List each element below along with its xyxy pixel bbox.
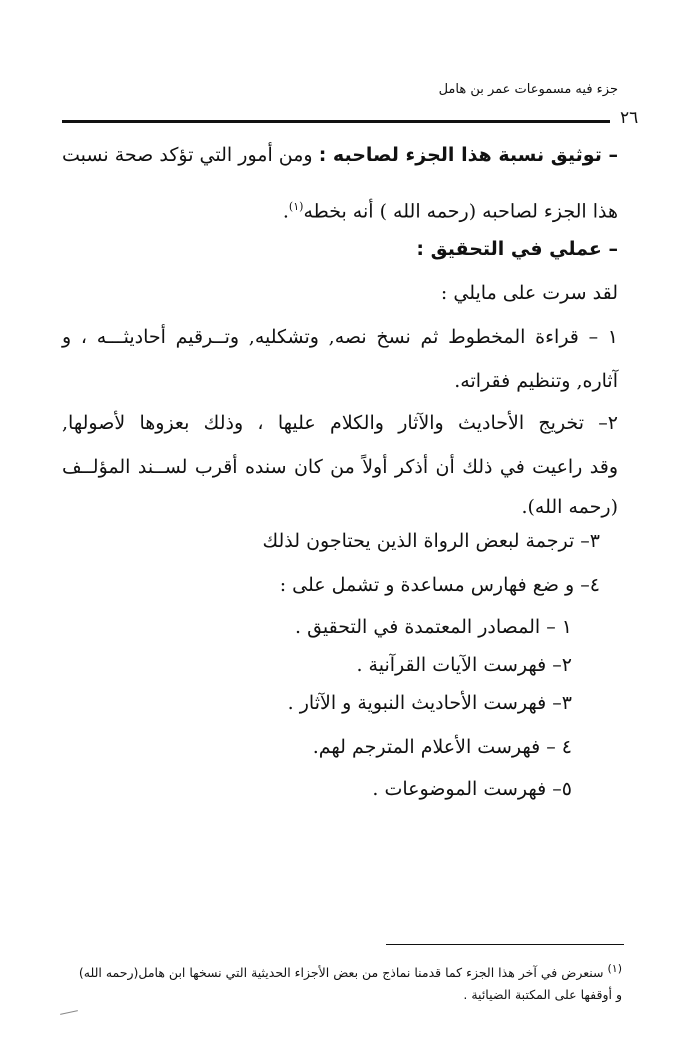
sub-list-item-1: ١ – المصادر المعتمدة في التحقيق . xyxy=(295,616,572,638)
sub-list-item-2: ٢– فهرست الآيات القرآنية . xyxy=(356,654,572,676)
paragraph-text: هذا الجزء لصاحبه (رحمه الله ) أنه بخطه xyxy=(303,200,618,223)
header-rule xyxy=(62,120,610,123)
sub-list-item-3: ٣– فهرست الأحاديث النبوية و الآثار . xyxy=(287,692,572,714)
list-item-4: ٤– و ضع فهارس مساعدة و تشمل على : xyxy=(279,574,600,596)
intro-line: لقد سرت على مايلي : xyxy=(440,282,618,304)
list-item-3: ٣– ترجمة لبعض الرواة الذين يحتاجون لذلك xyxy=(262,530,600,552)
running-header: جزء فيه مسموعات عمر بن هامل xyxy=(438,82,618,97)
list-item-2-line-1: ٢– تخريج الأحاديث والآثار والكلام عليها ، وذلك بعزوها لأصولها, xyxy=(62,412,618,434)
paragraph-text: ومن أمور التي تؤكد صحة نسبت xyxy=(62,144,313,166)
list-item-1-line-2: آثاره, وتنظيم فقراته. xyxy=(454,370,618,392)
section-attribution-line-1 xyxy=(62,140,618,170)
list-item-2-line-2: وقد راعيت في ذلك أن أذكر أولاً من كان سنده أقرب لســند المؤلــف xyxy=(62,456,618,478)
footnote-text: سنعرض في آخر هذا الجزء كما قدمنا نماذج من بعض الأجزاء الحديثية التي نسخها ابن هامل(رحمه الله) xyxy=(78,965,604,981)
section-heading-attribution: – توثيق نسبة هذا الجزء لصاحبه : xyxy=(318,144,618,166)
footnote-line-2: و أوقفها على المكتبة الضيائية . xyxy=(463,987,622,1002)
page-number: ٢٦ xyxy=(620,108,639,128)
scan-mark xyxy=(60,1010,78,1015)
section-attribution-line-2 xyxy=(283,192,618,226)
footnote-marker: (١) xyxy=(607,962,622,975)
footnote-reference: (١) xyxy=(288,200,304,213)
list-item-1-line-1: ١ – قراءة المخطوط ثم نسخ نصه, وتشكليه, وتــرقيم أحاديثـــه ، و xyxy=(62,326,618,348)
footnote-line-1 xyxy=(52,958,622,984)
sub-list-item-5: ٥– فهرست الموضوعات . xyxy=(372,778,572,800)
paragraph-text: . xyxy=(282,200,289,223)
section-heading-method: – عملي في التحقيق : xyxy=(416,238,618,260)
sub-list-item-4: ٤ – فهرست الأعلام المترجم لهم. xyxy=(312,736,572,758)
list-item-2-line-3: (رحمه الله). xyxy=(521,496,618,518)
footnote-rule xyxy=(386,944,624,945)
